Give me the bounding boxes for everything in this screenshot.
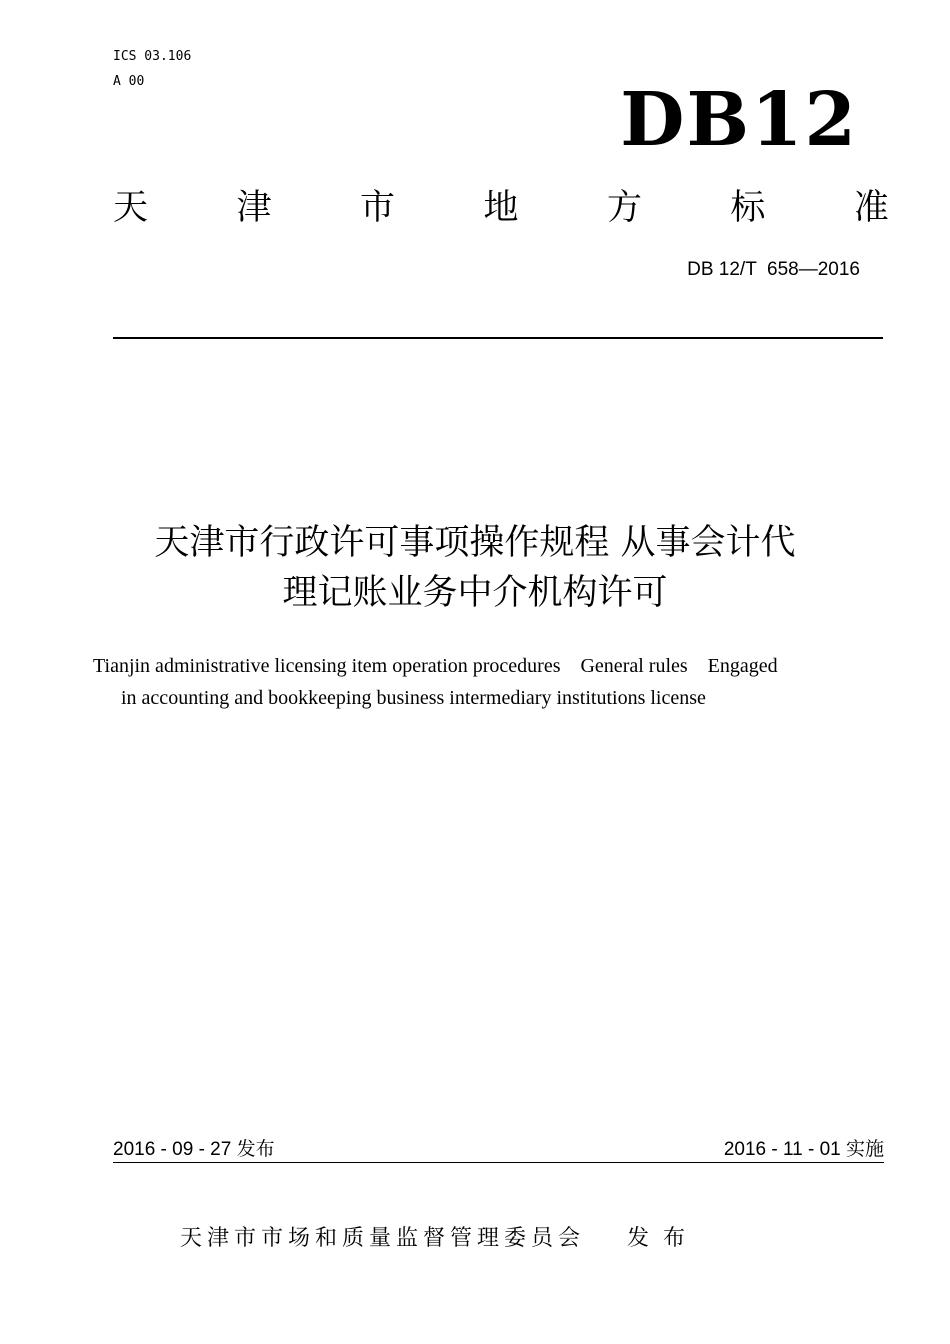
implementation-date: 2016 - 11 - 01 实施: [723, 1139, 884, 1160]
header-divider: [113, 337, 883, 339]
standard-type-char: 津: [236, 188, 272, 228]
ics-code: ICS 03.106: [113, 49, 192, 64]
publish-date: 2016 - 09 - 27 发布: [113, 1139, 275, 1160]
date-divider: [113, 1162, 884, 1163]
standard-type-char: 市: [359, 188, 395, 228]
standard-type-char: 准: [853, 188, 889, 228]
issuing-authority: 天津市市场和质量监督管理委员会: [180, 1226, 586, 1251]
classification-code: A 00: [113, 74, 145, 89]
english-title-line: Tianjin administrative licensing item operation procedures General rules Engaged: [93, 655, 778, 677]
chinese-title: [40, 518, 910, 618]
standard-number: DB 12/T 658—2016: [687, 259, 860, 280]
standard-type-char: 天: [113, 188, 149, 228]
chinese-title-line: 理记账业务中介机构许可: [282, 573, 668, 613]
issue-label: 发布: [627, 1226, 700, 1251]
issuer-block: [180, 1224, 699, 1254]
chinese-title-line: 天津市行政许可事项操作规程 从事会计代: [154, 523, 796, 563]
standard-type-char: 标: [730, 188, 766, 228]
english-title: [93, 650, 873, 714]
english-title-line: in accounting and bookkeeping business intermediary institutions license: [121, 687, 706, 709]
standard-type-char: 方: [606, 188, 642, 228]
standard-type: [113, 186, 889, 230]
standard-type-char: 地: [483, 188, 519, 228]
db-standard-logo: DB12: [620, 77, 858, 163]
